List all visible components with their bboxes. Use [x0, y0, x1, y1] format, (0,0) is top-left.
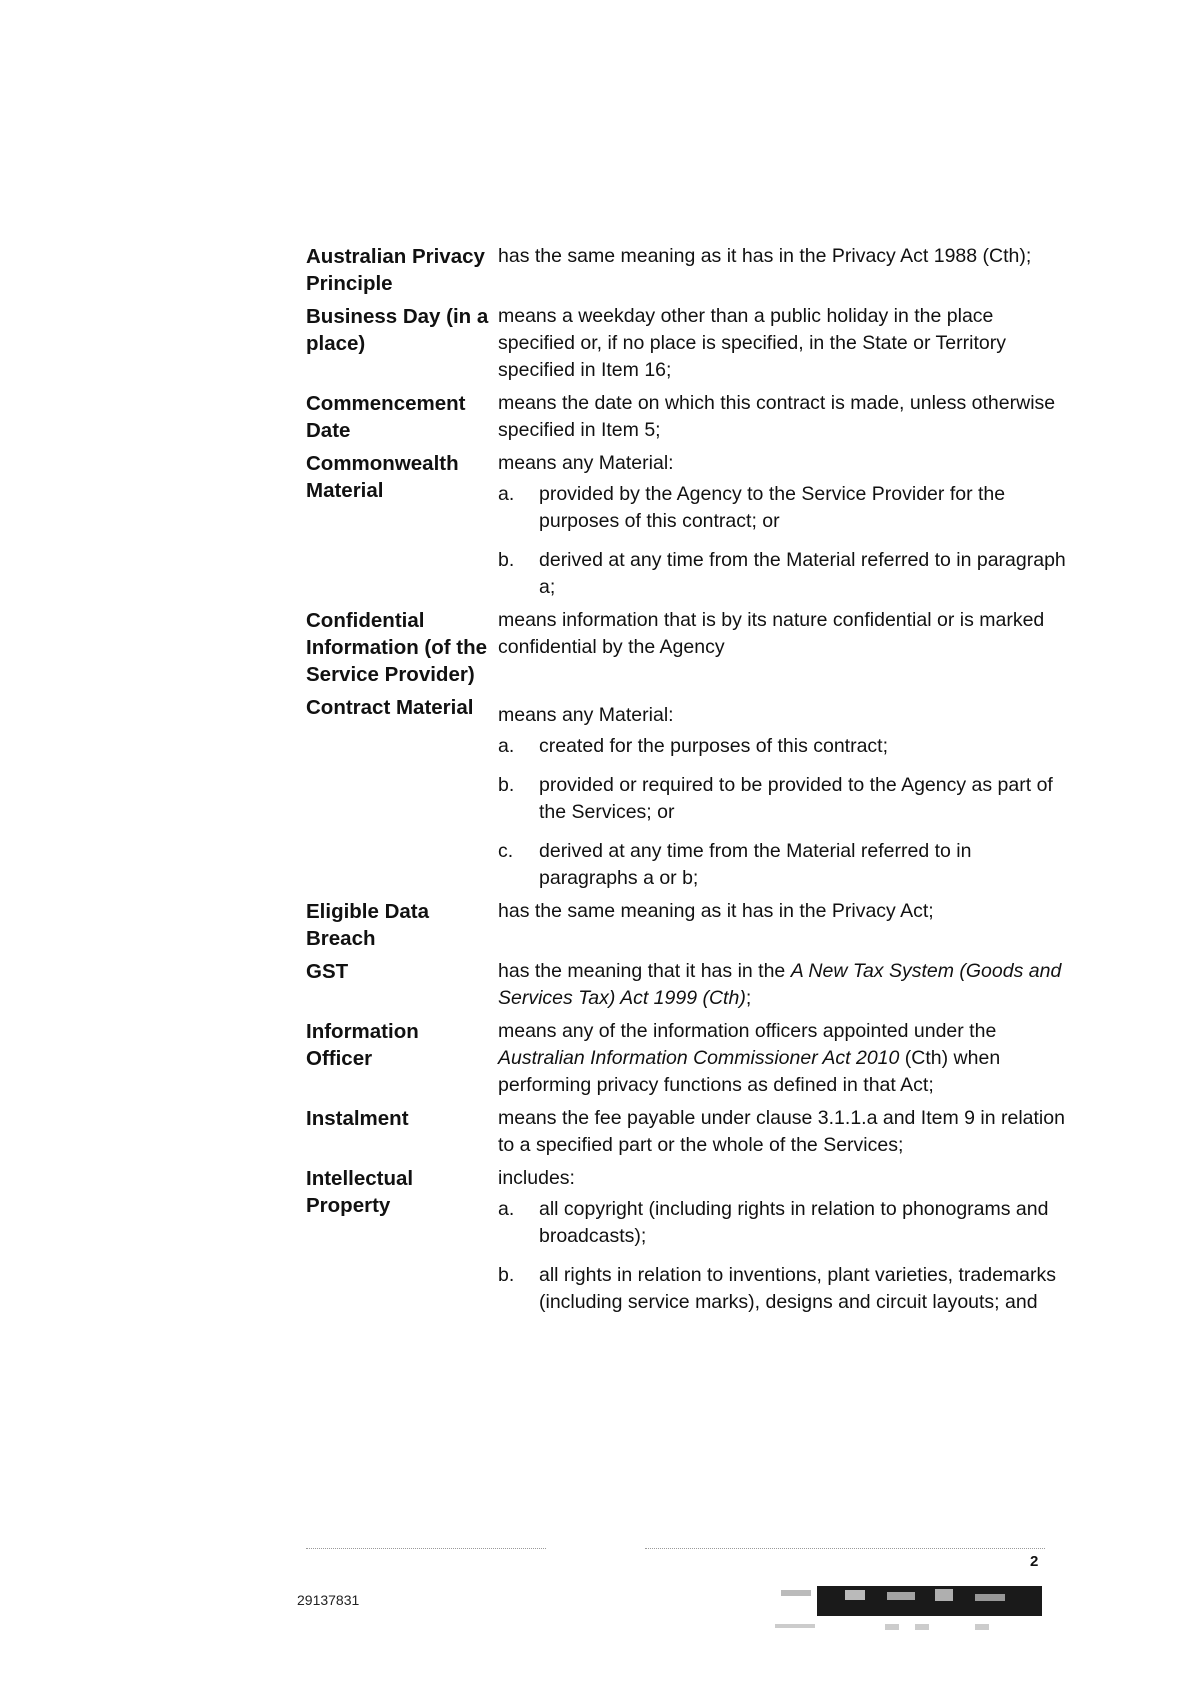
list-item-text: created for the purposes of this contract;: [539, 735, 889, 757]
definition-text: [498, 243, 1066, 297]
list-item-label: b.: [498, 1264, 515, 1286]
list-item-text: all rights in relation to inventions, plant varieties, trademarks (including service marks), designs and circuit layouts; and: [539, 1264, 1056, 1313]
footer-rule: [645, 1548, 1045, 1549]
definition-commencement-date: [306, 390, 1066, 444]
page-number: 2: [1030, 1553, 1039, 1570]
definition-text: [498, 1165, 1066, 1316]
definition-commonwealth-material: [306, 450, 1066, 601]
definition-information-officer: [306, 1018, 1066, 1099]
definition-body: means the date on which this contract is made, unless otherwise specified in Item 5;: [498, 392, 1056, 441]
definition-text: [498, 1018, 1066, 1099]
definition-text: [498, 1105, 1066, 1159]
definition-body: means any Material:: [498, 704, 674, 726]
definition-term: GST: [306, 960, 349, 983]
document-id: 29137831: [297, 1592, 360, 1608]
definition-sublist: [498, 733, 1066, 892]
footer-rule: [306, 1548, 546, 1549]
definition-business-day: [306, 303, 1066, 384]
definition-body: [498, 958, 1066, 1012]
definition-term: Contract Material: [306, 696, 474, 719]
definition-sublist: [498, 481, 1066, 601]
definition-term: Information Officer: [306, 1020, 419, 1070]
definition-text-plain: means any of the information officers appointed under the: [498, 1020, 997, 1042]
definitions-list: [306, 243, 1066, 1322]
definition-body: means any Material:: [498, 452, 674, 474]
list-item-label: a.: [498, 483, 515, 505]
list-item-text: all copyright (including rights in relation to phonograms and broadcasts);: [539, 1198, 1049, 1247]
definition-text-plain: ;: [745, 987, 752, 1009]
definition-term: Australian Privacy Principle: [306, 245, 485, 295]
definition-instalment: [306, 1105, 1066, 1159]
definition-term: Eligible Data Breach: [306, 900, 430, 950]
list-item: [498, 733, 1066, 760]
list-item: [498, 772, 1066, 826]
definition-body: means the fee payable under clause 3.1.1.a and Item 9 in relation to a specified part or the whole of the Services;: [498, 1107, 1065, 1156]
definition-body: has the same meaning as it has in the Privacy Act 1988 (Cth);: [498, 245, 1032, 267]
definition-text: [498, 898, 1066, 952]
definition-term: Confidential Information (of the Service Provider): [306, 609, 488, 686]
scanned-stamp: [775, 1580, 1050, 1640]
definition-text-plain: has the meaning that it has in the: [498, 960, 791, 982]
list-item-text: derived at any time from the Material referred to in paragraph a;: [539, 549, 1066, 598]
list-item-label: b.: [498, 549, 515, 571]
definition-text: [498, 607, 1066, 688]
list-item-label: b.: [498, 774, 515, 796]
definition-text-plain: (Cth) when performing privacy functions as defined in that Act;: [498, 1047, 1001, 1096]
definition-contract-material: [306, 694, 1066, 892]
act-title: A New Tax System (Goods and Services Tax) Act 1999 (Cth): [498, 960, 1062, 1009]
definition-term: Intellectual Property: [306, 1167, 414, 1217]
definition-text: [498, 958, 1066, 1012]
definition-intellectual-property: [306, 1165, 1066, 1316]
list-item: [498, 838, 1066, 892]
stamp-graphic: [775, 1580, 1050, 1640]
definition-body: includes:: [498, 1167, 575, 1189]
list-item: [498, 547, 1066, 601]
list-item-label: c.: [498, 840, 514, 862]
list-item: [498, 1196, 1066, 1250]
definition-body: [498, 1018, 1066, 1099]
definition-term: Instalment: [306, 1107, 409, 1130]
definition-sublist: [498, 1196, 1066, 1316]
definition-term: Business Day (in a place): [306, 305, 489, 355]
list-item-label: a.: [498, 1198, 515, 1220]
definition-confidential-information: [306, 607, 1066, 688]
list-item: [498, 481, 1066, 535]
definition-text: [498, 694, 1066, 892]
list-item-text: provided or required to be provided to the Agency as part of the Services; or: [539, 774, 1053, 823]
list-item-label: a.: [498, 735, 515, 757]
definition-text: [498, 390, 1066, 444]
definition-body: means a weekday other than a public holiday in the place specified or, if no place is specified, in the State or Territory specified in Item 16;: [498, 305, 1006, 381]
definition-body: means information that is by its nature confidential or is marked confidential by the Agency: [498, 609, 1045, 658]
act-title: Australian Information Commissioner Act 2010: [498, 1047, 900, 1069]
definition-eligible-data-breach: [306, 898, 1066, 952]
definition-body: has the same meaning as it has in the Privacy Act;: [498, 900, 934, 922]
definition-term: Commencement Date: [306, 392, 466, 442]
definition-term: Commonwealth Material: [306, 452, 459, 502]
definition-text: [498, 450, 1066, 601]
definition-gst: [306, 958, 1066, 1012]
list-item-text: derived at any time from the Material referred to in paragraphs a or b;: [539, 840, 972, 889]
list-item: [498, 1262, 1066, 1316]
definition-australian-privacy-principle: [306, 243, 1066, 297]
list-item-text: provided by the Agency to the Service Provider for the purposes of this contract; or: [539, 483, 1006, 532]
definition-text: [498, 303, 1066, 384]
